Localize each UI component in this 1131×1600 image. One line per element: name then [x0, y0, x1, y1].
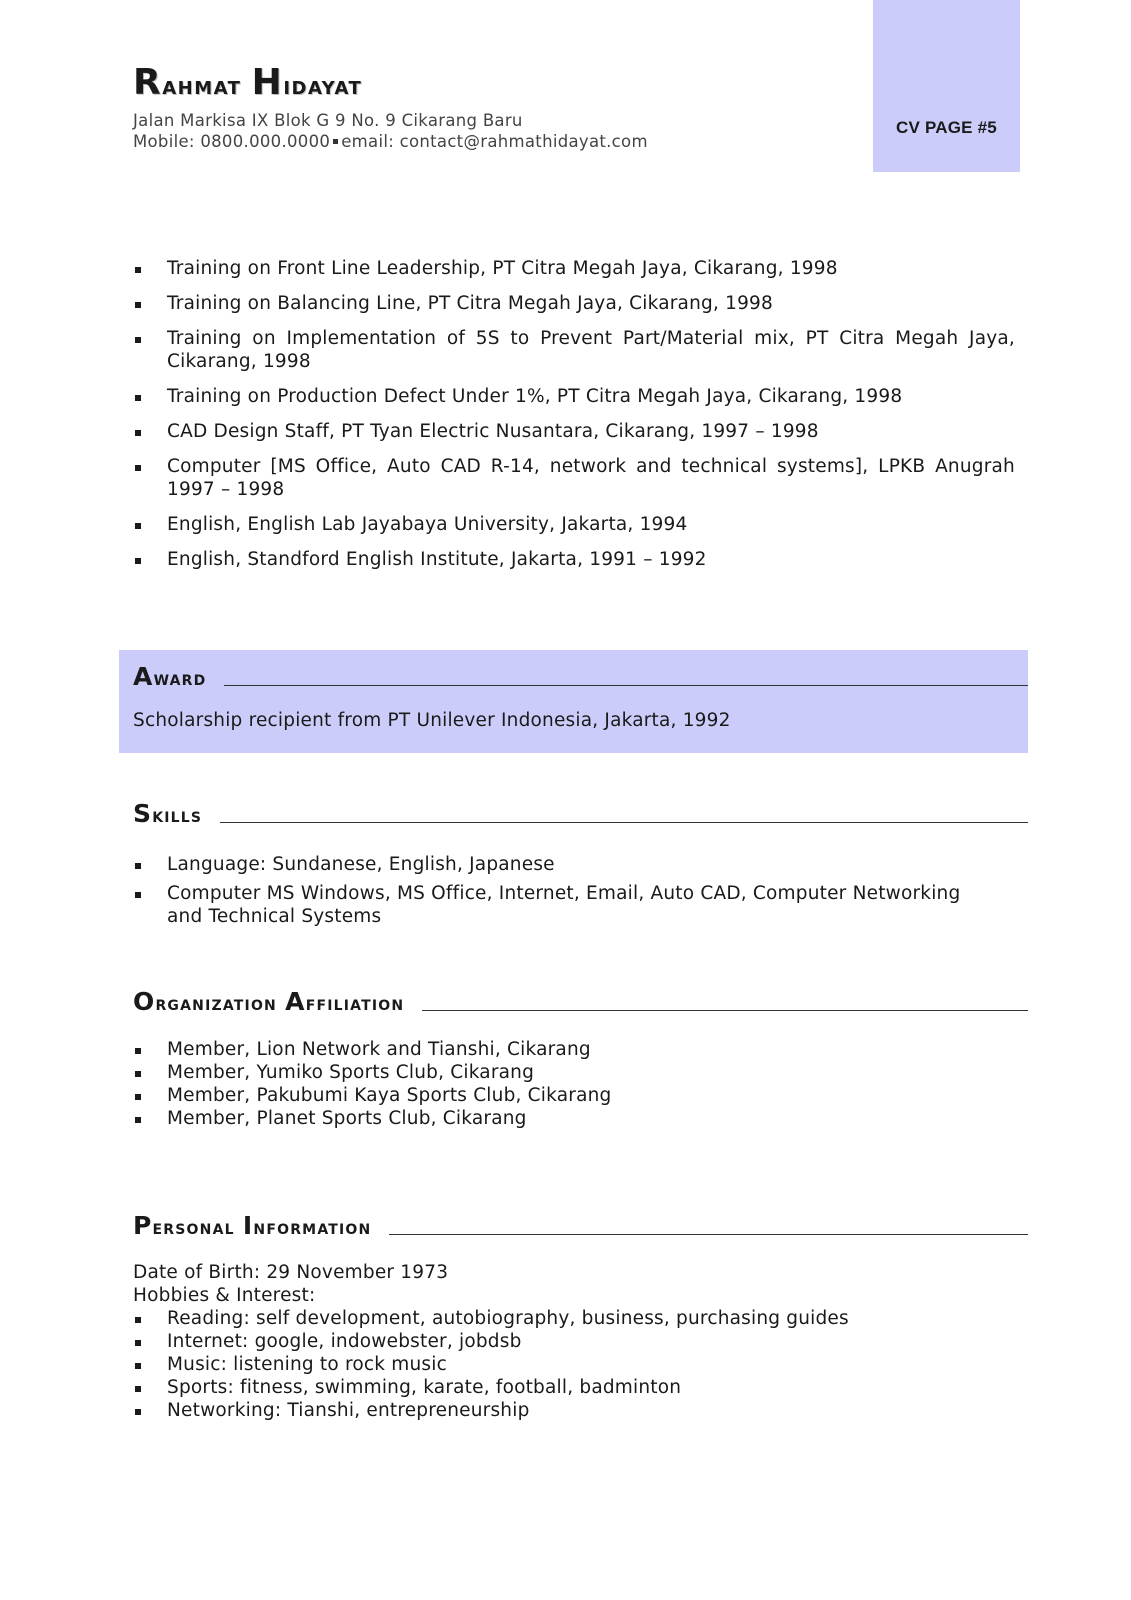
- candidate-name: Rahmat Hidayat: [133, 62, 363, 103]
- list-item: Training on Front Line Leadership, PT Citra Megah Jaya, Cikarang, 1998: [133, 257, 1015, 280]
- list-item: Training on Balancing Line, PT Citra Megah Jaya, Cikarang, 1998: [133, 292, 1015, 315]
- list-item: CAD Design Staff, PT Tyan Electric Nusantara, Cikarang, 1997 – 1998: [133, 420, 1015, 443]
- cv-page-label: CV PAGE #5: [896, 118, 997, 137]
- list-item: Member, Pakubumi Kaya Sports Club, Cikarang: [133, 1084, 1015, 1107]
- skills-heading: [133, 797, 1028, 827]
- personal-title: Personal Information: [133, 1211, 372, 1240]
- list-item: Reading: self development, autobiography, business, purchasing guides: [133, 1307, 1015, 1330]
- list-item: Internet: google, indowebster, jobdsb: [133, 1330, 1015, 1353]
- list-item: Language: Sundanese, English, Japanese: [133, 853, 993, 876]
- list-item: Music: listening to rock music: [133, 1353, 1015, 1376]
- list-item: Computer MS Windows, MS Office, Internet, Email, Auto CAD, Computer Networking and Technical Systems: [133, 882, 993, 928]
- mobile-number: Mobile: 0800.000.0000: [133, 132, 331, 151]
- skills-title: Skills: [133, 799, 203, 828]
- list-item: Member, Lion Network and Tianshi, Cikarang: [133, 1038, 1015, 1061]
- list-item: Member, Yumiko Sports Club, Cikarang: [133, 1061, 1015, 1084]
- list-item: English, Standford English Institute, Jakarta, 1991 – 1992: [133, 548, 1015, 571]
- list-item: Computer [MS Office, Auto CAD R-14, network and technical systems], LPKB Anugrah 1997 – 1998: [133, 455, 1015, 501]
- separator-square-icon: [333, 139, 338, 144]
- list-item: Member, Planet Sports Club, Cikarang: [133, 1107, 1015, 1130]
- list-item: English, English Lab Jayabaya University, Jakarta, 1994: [133, 513, 1015, 536]
- list-item: Networking: Tianshi, entrepreneurship: [133, 1399, 1015, 1422]
- award-title: Award: [133, 662, 207, 691]
- cv-page-tag: [873, 0, 1020, 172]
- section-divider: [220, 822, 1028, 823]
- award-heading: [133, 660, 1028, 690]
- training-list: [133, 257, 1015, 583]
- section-divider: [224, 685, 1028, 686]
- phone-email-line: [133, 131, 648, 152]
- personal-heading: [133, 1209, 1028, 1239]
- hobbies-list: [133, 1307, 1015, 1422]
- organization-list: [133, 1038, 1015, 1130]
- contact-block: [133, 110, 648, 152]
- list-item: Training on Production Defect Under 1%, PT Citra Megah Jaya, Cikarang, 1998: [133, 385, 1015, 408]
- section-divider: [422, 1010, 1028, 1011]
- email-address: email: contact@rahmathidayat.com: [341, 132, 648, 151]
- organization-title: Organization Affiliation: [133, 987, 405, 1016]
- list-item: Training on Implementation of 5S to Prevent Part/Material mix, PT Citra Megah Jaya, Cikarang, 1998: [133, 327, 1015, 373]
- award-text: Scholarship recipient from PT Unilever Indonesia, Jakarta, 1992: [133, 710, 731, 731]
- address-line: Jalan Markisa IX Blok G 9 No. 9 Cikarang Baru: [133, 111, 523, 130]
- hobbies-label: Hobbies & Interest:: [133, 1285, 316, 1306]
- list-item: Sports: fitness, swimming, karate, football, badminton: [133, 1376, 1015, 1399]
- skills-list: [133, 853, 993, 934]
- date-of-birth: Date of Birth: 29 November 1973: [133, 1262, 449, 1283]
- organization-heading: [133, 985, 1028, 1015]
- section-divider: [389, 1234, 1028, 1235]
